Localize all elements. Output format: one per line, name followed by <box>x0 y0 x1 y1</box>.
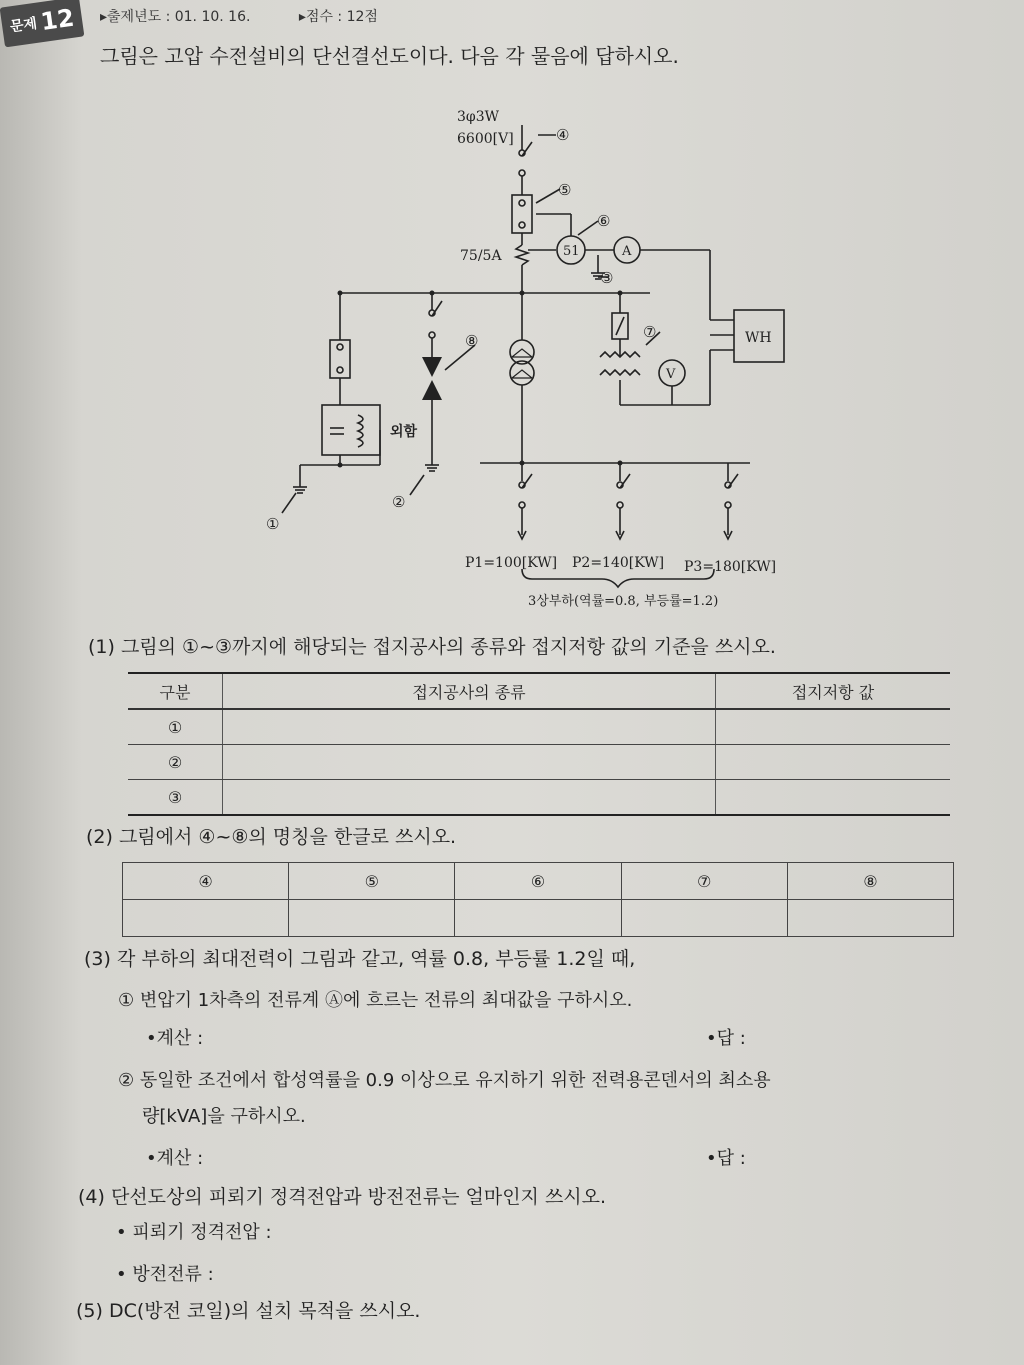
q4-discharge-current-label: • 방전전류 : <box>116 1264 214 1285</box>
marker-3: ③ <box>600 269 614 287</box>
supply-system-label: 3φ3W <box>457 109 500 125</box>
exam-score: ▸점수 : 12점 <box>298 9 378 25</box>
marker-1: ① <box>266 515 280 533</box>
q2-answer-cell[interactable] <box>787 900 953 937</box>
q3-1-answer-label: •답 : <box>706 1028 746 1049</box>
marker-2: ② <box>392 493 406 511</box>
q1-answer-cell[interactable] <box>223 780 716 816</box>
q2-header-8: ⑧ <box>787 863 953 900</box>
q3-2-calc-label: •계산 : <box>146 1148 204 1169</box>
question-3-sub-2-cont: 량[kVA]을 구하시오. <box>142 1106 306 1127</box>
marker-5: ⑤ <box>558 181 572 199</box>
q1-header-resistance: 접지저항 값 <box>716 673 951 709</box>
q2-header-4: ④ <box>123 863 289 900</box>
supply-voltage-label: 6600[V] <box>457 131 514 147</box>
q2-answer-cell[interactable] <box>289 900 455 937</box>
question-2: (2) 그림에서 ④~⑧의 명칭을 한글로 쓰시오. <box>86 826 457 848</box>
q4-arrester-voltage-label: • 피뢰기 정격전압 : <box>116 1222 272 1243</box>
load-p2: P2=140[KW] <box>572 555 665 571</box>
exam-year: ▸출제년도 : 01. 10. 16. <box>100 9 251 25</box>
q1-row-label: ② <box>128 745 223 780</box>
ammeter-label: A <box>622 244 632 259</box>
q1-row-label: ③ <box>128 780 223 816</box>
question-3: (3) 각 부하의 최대전력이 그림과 같고, 역률 0.8, 부등률 1.2일 때, <box>84 948 636 970</box>
q1-answer-table <box>128 672 950 816</box>
q1-answer-cell[interactable] <box>716 709 951 745</box>
q1-answer-cell[interactable] <box>716 780 951 816</box>
load-p1: P1=100[KW] <box>465 555 558 571</box>
q2-answer-cell[interactable] <box>455 900 621 937</box>
q1-row-label: ① <box>128 709 223 745</box>
question-5: (5) DC(방전 코일)의 설치 목적을 쓰시오. <box>76 1300 421 1322</box>
ocr-relay-label: 51 <box>563 244 580 259</box>
q1-answer-cell[interactable] <box>223 745 716 780</box>
question-3-sub-1: ① 변압기 1차측의 전류계 Ⓐ에 흐르는 전류의 최대값을 구하시오. <box>118 990 633 1011</box>
load-p3: P3=180[KW] <box>684 559 777 575</box>
q2-answer-cell[interactable] <box>123 900 289 937</box>
problem-title: 그림은 고압 수전설비의 단선결선도이다. 다음 각 물음에 답하시오. <box>100 44 679 68</box>
question-3-sub-2: ② 동일한 조건에서 합성역률을 0.9 이상으로 유지하기 위한 전력용콘덴서의 최소용 <box>118 1070 771 1091</box>
q2-header-5: ⑤ <box>289 863 455 900</box>
ct-ratio-label: 75/5A <box>460 248 502 264</box>
q2-header-7: ⑦ <box>621 863 787 900</box>
marker-7: ⑦ <box>643 323 657 341</box>
q1-header-category: 구분 <box>128 673 223 709</box>
single-line-diagram <box>260 95 820 615</box>
marker-4: ④ <box>556 126 570 144</box>
q1-answer-cell[interactable] <box>716 745 951 780</box>
q1-header-type: 접지공사의 종류 <box>223 673 716 709</box>
marker-8: ⑧ <box>465 332 479 350</box>
q2-header-6: ⑥ <box>455 863 621 900</box>
q1-answer-cell[interactable] <box>223 709 716 745</box>
q2-answer-table <box>122 862 954 937</box>
question-4: (4) 단선도상의 피뢰기 정격전압과 방전전류는 얼마인지 쓰시오. <box>78 1186 607 1208</box>
problem-meta <box>100 6 422 26</box>
enclosure-label: 외함 <box>390 424 418 440</box>
load-note: 3상부하(역률=0.8, 부등률=1.2) <box>528 594 719 609</box>
q3-2-answer-label: •답 : <box>706 1148 746 1169</box>
question-1: (1) 그림의 ①~③까지에 해당되는 접지공사의 종류와 접지저항 값의 기준을 쓰시오. <box>88 636 776 658</box>
wattmeter-label: WH <box>745 330 772 346</box>
q2-answer-cell[interactable] <box>621 900 787 937</box>
voltmeter-label: V <box>666 367 676 382</box>
q3-1-calc-label: •계산 : <box>146 1028 204 1049</box>
marker-6: ⑥ <box>597 212 611 230</box>
problem-badge: 문제 12 <box>0 0 84 47</box>
